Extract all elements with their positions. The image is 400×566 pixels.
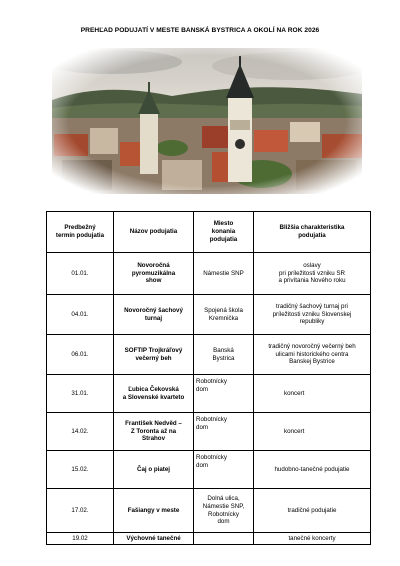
table-row <box>47 489 371 533</box>
event-description: tradičné podujatie <box>254 489 371 533</box>
table-row <box>47 335 371 375</box>
event-venue: Robotnícky dom <box>194 413 254 451</box>
event-venue: Banská Bystrica <box>194 335 254 375</box>
table-header-row <box>47 212 371 253</box>
event-name: Ľubica Čekovská a Slovenské kvarteto <box>114 375 194 413</box>
event-name: Čaj o piatej <box>114 451 194 489</box>
event-description: tradičný novoročný večerný beh ulicami historického centra Banskej Bystrice <box>254 335 371 375</box>
event-date: 06.01. <box>47 335 114 375</box>
event-description: oslavy pri príležitosti vzniku SR a privítania Nového roku <box>254 253 371 295</box>
event-date: 15.02. <box>47 451 114 489</box>
events-table <box>46 211 371 545</box>
event-description: tradičný šachový turnaj pri príležitosti vzniku Slovenskej republiky <box>254 295 371 335</box>
event-date: 14.02. <box>47 413 114 451</box>
table-row <box>47 375 371 413</box>
event-venue: Robotnícky dom <box>194 451 254 489</box>
event-name: Fašiangy v meste <box>114 489 194 533</box>
event-name: Novoročný šachový turnaj <box>114 295 194 335</box>
document-title: PREHĽAD PODUJATÍ V MESTE BANSKÁ BYSTRICA A OKOLÍ NA ROK 2026 <box>80 27 320 34</box>
event-date: 31.01. <box>47 375 114 413</box>
event-date: 04.01. <box>47 295 114 335</box>
header-event-name: Názov podujatia <box>114 212 194 253</box>
table-row <box>47 295 371 335</box>
event-name: SOFTIP Trojkráľový večerný beh <box>114 335 194 375</box>
city-panorama-photo <box>52 48 362 194</box>
event-venue: Dolná ulica, Námestie SNP, Robotnícky dom <box>194 489 254 533</box>
event-venue: Spojená škola Kremnička <box>194 295 254 335</box>
event-description: koncert <box>254 413 371 451</box>
event-name: Výchovné tanečné <box>114 533 194 545</box>
table-row <box>47 253 371 295</box>
header-description: Bližšia charakteristika podujatia <box>254 212 371 253</box>
header-venue: Miesto konania podujatia <box>194 212 254 253</box>
table-row <box>47 533 371 545</box>
event-date: 19.02 <box>47 533 114 545</box>
event-venue: Námestie SNP <box>194 253 254 295</box>
header-date: Predbežný termín podujatia <box>47 212 114 253</box>
table-row <box>47 451 371 489</box>
event-venue: Robotnícky dom <box>194 375 254 413</box>
event-venue <box>194 533 254 545</box>
event-date: 01.01. <box>47 253 114 295</box>
event-date: 17.02. <box>47 489 114 533</box>
event-name: František Nedvěd – Z Toronta až na Strahov <box>114 413 194 451</box>
event-name: Novoročná pyromuzikálna show <box>114 253 194 295</box>
event-description: koncert <box>254 375 371 413</box>
event-description: tanečné koncerty <box>254 533 371 545</box>
table-row <box>47 413 371 451</box>
event-description: hudobno-tanečné podujatie <box>254 451 371 489</box>
